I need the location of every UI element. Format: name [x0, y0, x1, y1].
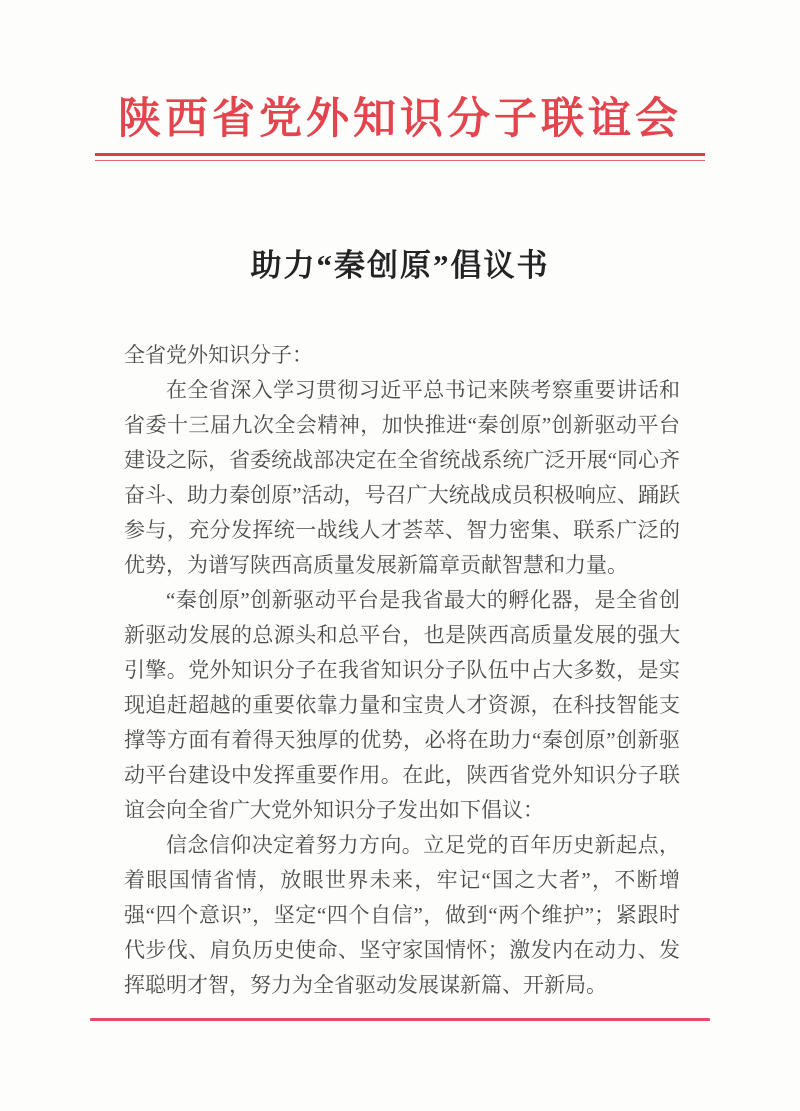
- footer-rule: [90, 1018, 710, 1021]
- document-title: 助力“秦创原”倡议书: [250, 248, 550, 283]
- letterhead-title: 陕西省党外知识分子联谊会: [118, 96, 682, 143]
- document-body: [124, 338, 680, 1003]
- salutation-line: 全省党外知识分子：: [124, 343, 313, 367]
- body-paragraph: “秦创原”创新驱动平台是我省最大的孵化器，是全省创新驱动发展的总源头和总平台，也是陕西高质量发展的强大引擎。党外知识分子在我省知识分子队伍中占大多数，是实现追赶超越的重要依靠力量和宝贵人才资源，在科技智能支撑等方面有着得天独厚的优势，必将在助力“秦创原”创新驱动平台建设中发挥重要作用。在此，陕西省党外知识分子联谊会向全省广大党外知识分子发出如下倡议：: [124, 588, 680, 822]
- header-double-rule: [95, 153, 705, 161]
- body-paragraph: 信念信仰决定着努力方向。立足党的百年历史新起点，着眼国情省情，放眼世界未来，牢记“国之大者”，不断增强“四个意识”，坚定“四个自信”，做到“两个维护”；紧跟时代步伐、肩负历史使命、坚守家国情怀；激发内在动力、发挥聪明才智，努力为全省驱动发展谋新篇、开新局。: [124, 833, 680, 997]
- body-paragraph: 在全省深入学习贯彻习近平总书记来陕考察重要讲话和省委十三届九次全会精神，加快推进“秦创原”创新驱动平台建设之际，省委统战部决定在全省统战系统广泛开展“同心齐奋斗、助力秦创原”活动，号召广大统战成员积极响应、踊跃参与，充分发挥统一战线人才荟萃、智力密集、联系广泛的优势，为谱写陕西高质量发展新篇章贡献智慧和力量。: [124, 378, 680, 577]
